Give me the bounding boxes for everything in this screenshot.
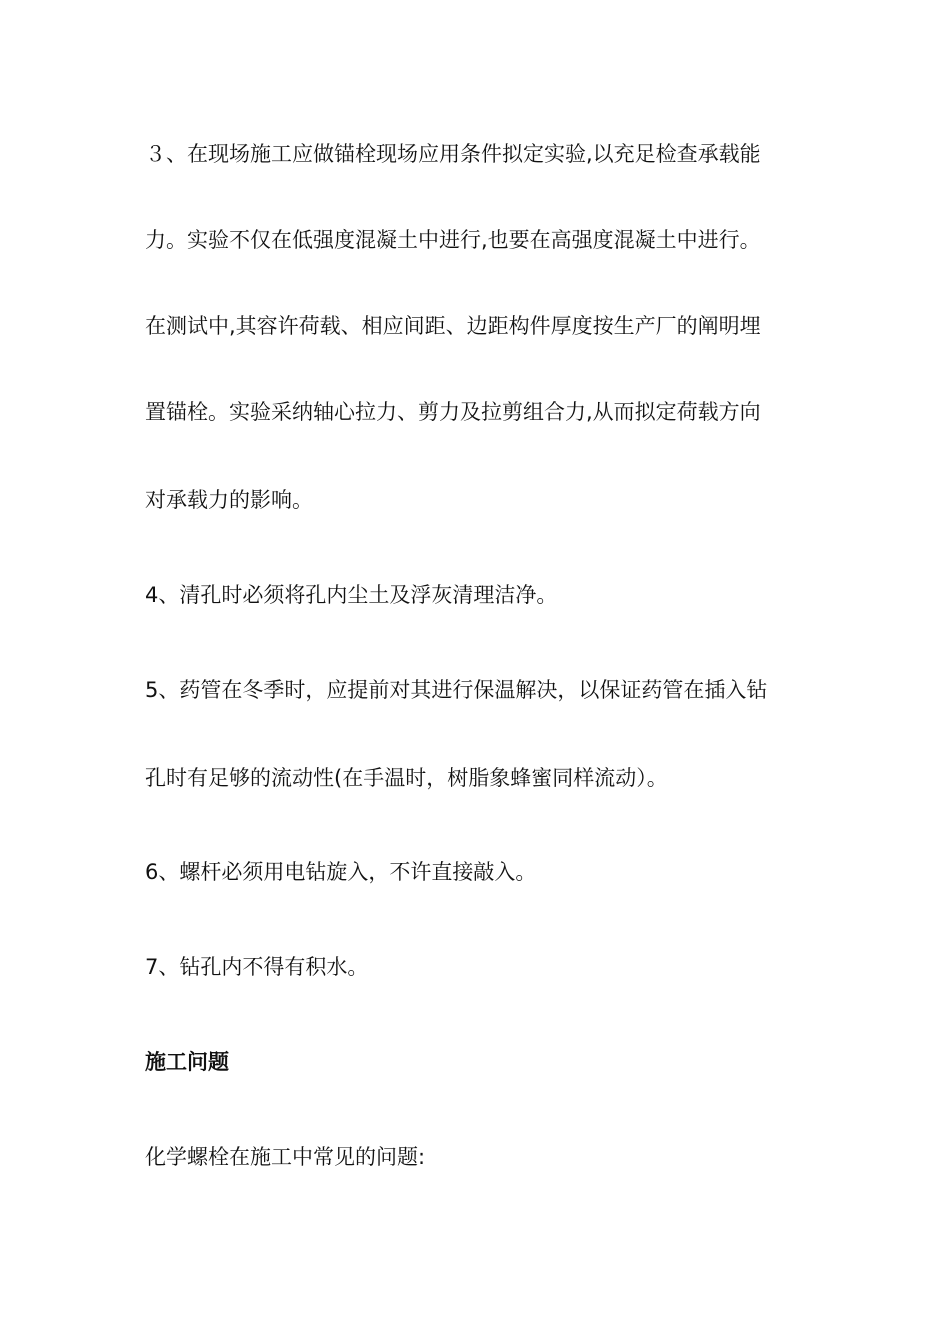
intro-text: 化学螺栓在施工中常见的问题: [145,1145,426,1169]
paragraph-line: 置锚栓。实验采纳轴心拉力、剪力及拉剪组合力,从而拟定荷载方向 [145,400,761,424]
paragraph-line: 力。实验不仅在低强度混凝土中进行,也要在高强度混凝土中进行。 [145,228,761,252]
paragraph-line: ３、在现场施工应做锚栓现场应用条件拟定实验,以充足检查承载能 [145,142,761,166]
list-item: 5、药管在冬季时，应提前对其进行保温解决，以保证药管在插入钻 [145,678,768,702]
section-heading: 施工问题 [145,1050,229,1074]
list-item: 7、钻孔内不得有积水。 [145,955,369,979]
list-item: 6、螺杆必须用电钻旋入，不许直接敲入。 [145,860,537,884]
paragraph-line: 对承载力的影响。 [145,488,313,512]
paragraph-line: 在测试中,其容许荷载、相应间距、边距构件厚度按生产厂的阐明埋 [145,314,761,338]
paragraph-line: 孔时有足够的流动性(在手温时，树脂象蜂蜜同样流动）。 [145,766,668,790]
list-item: 4、清孔时必须将孔内尘土及浮灰清理洁净。 [145,583,558,607]
